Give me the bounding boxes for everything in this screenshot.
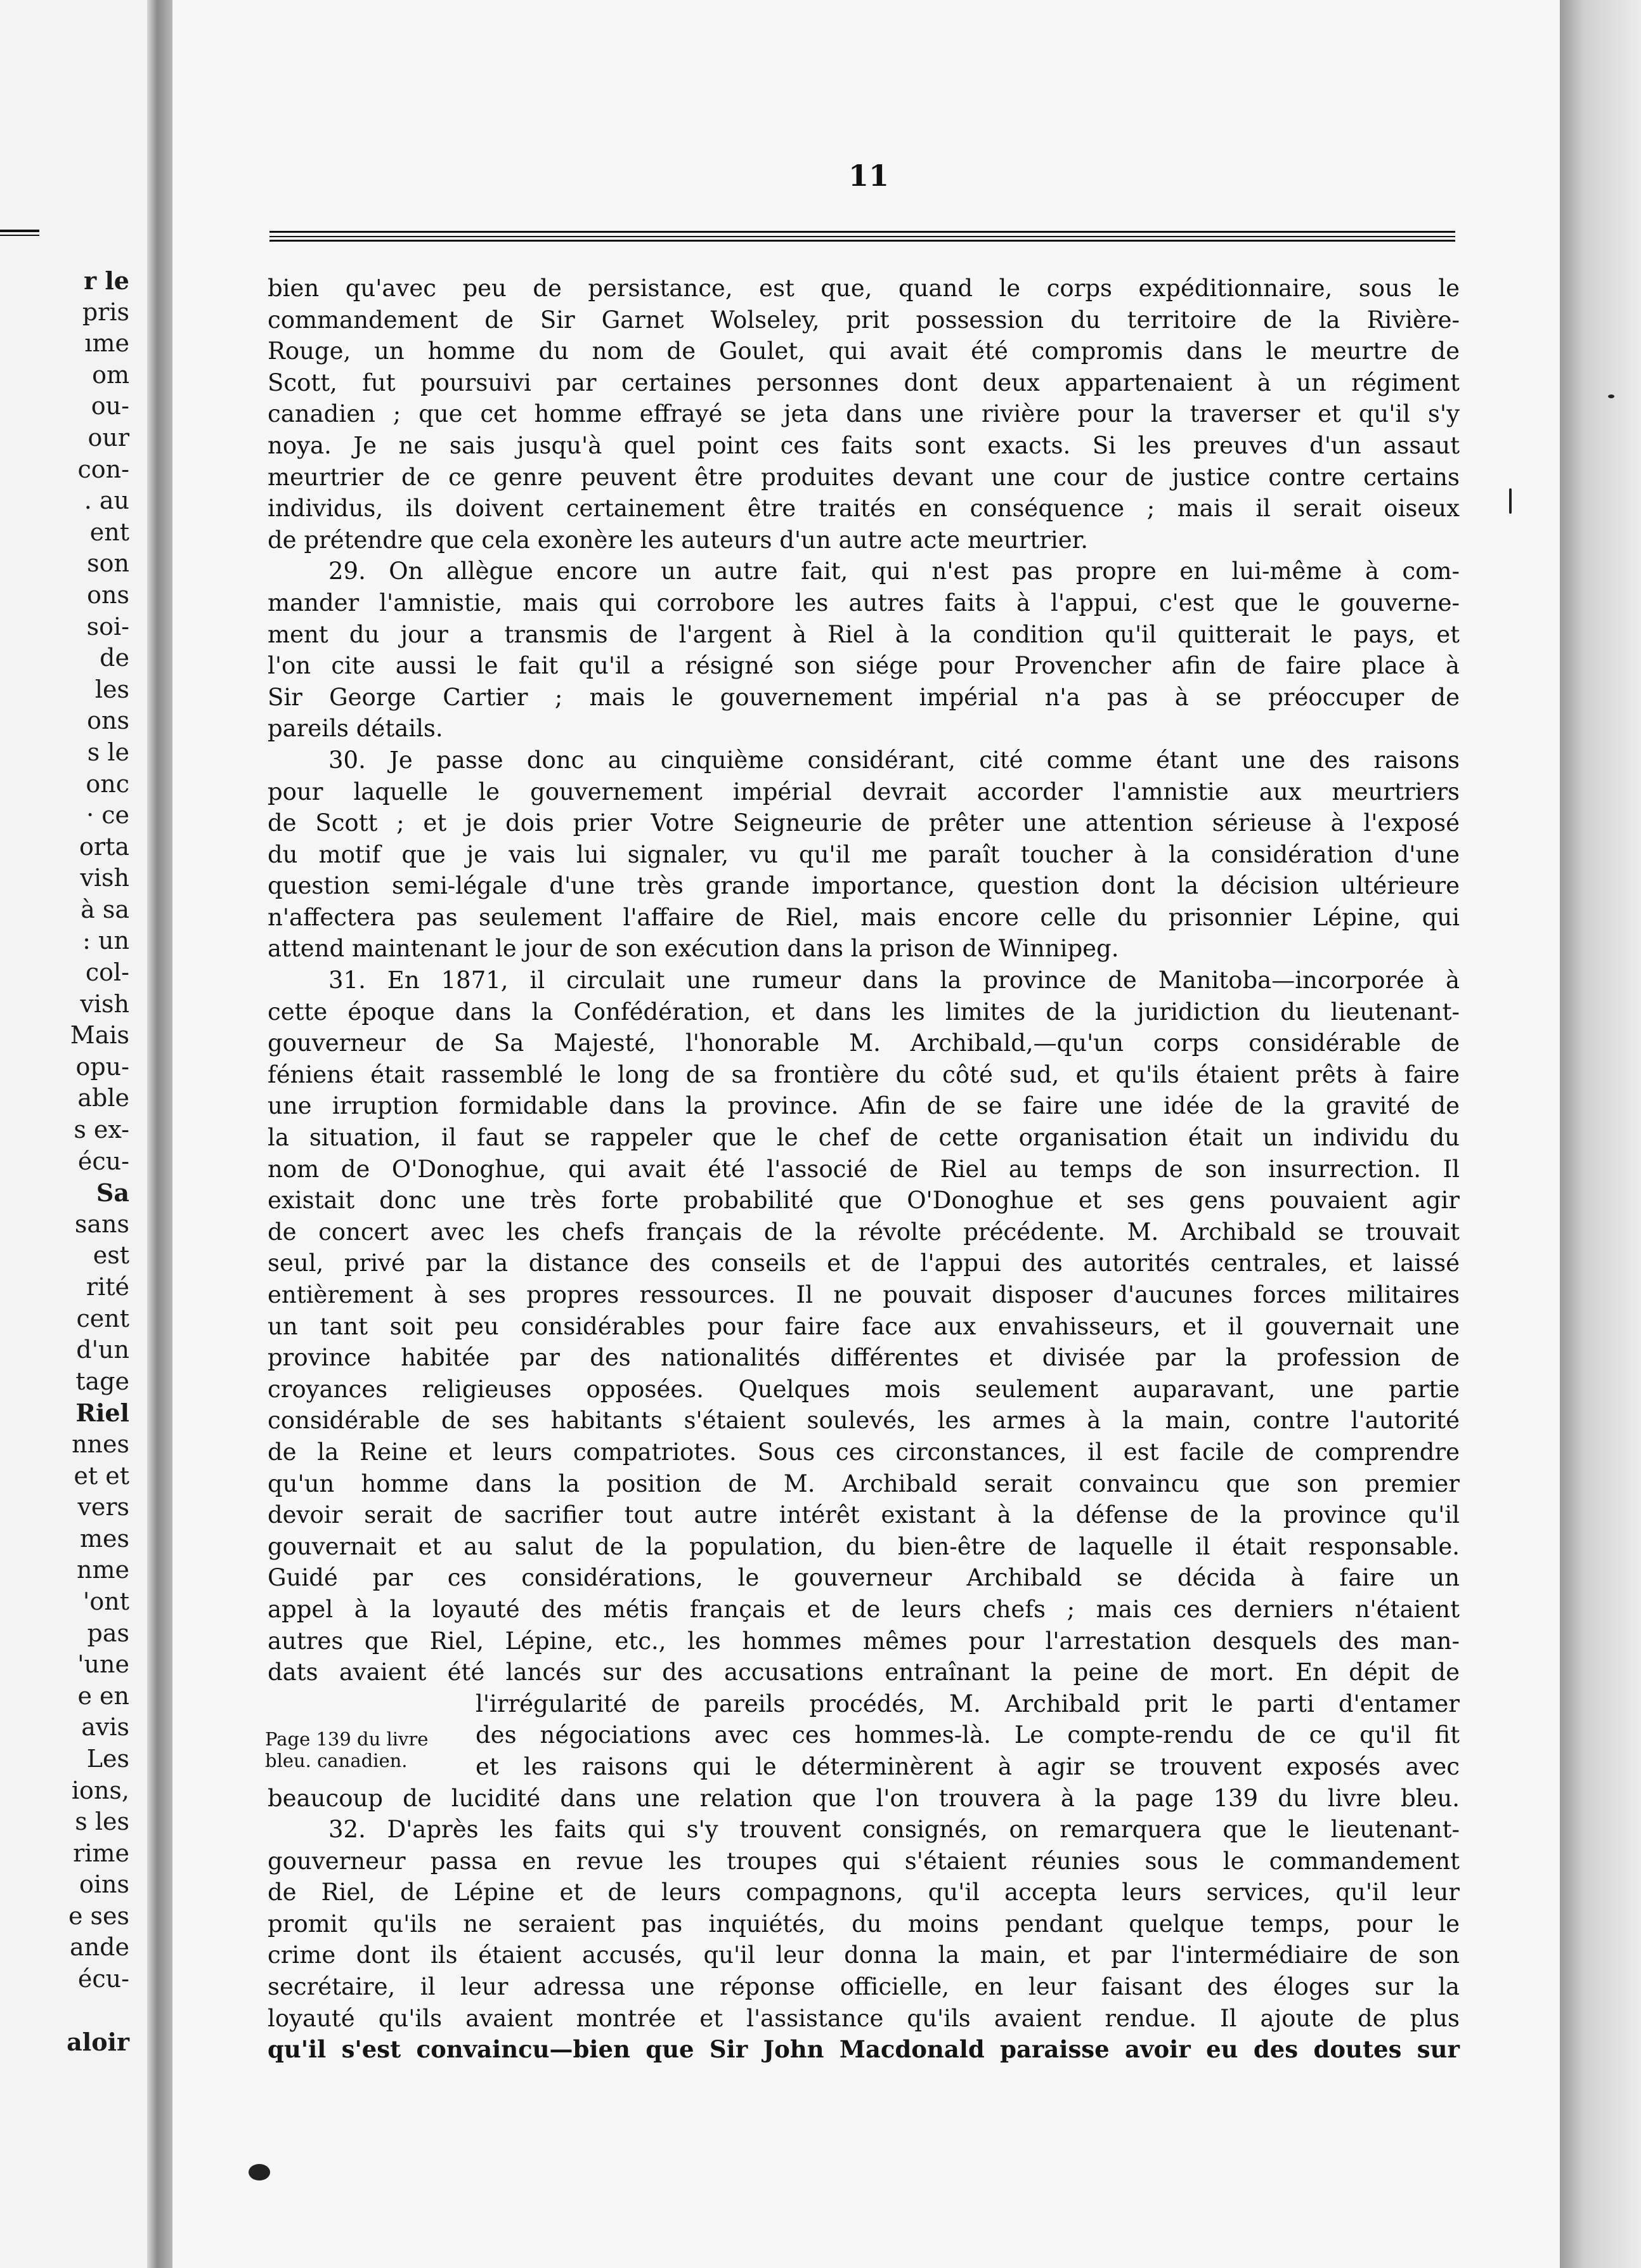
left-page-fragment-line: · ce [86, 801, 129, 830]
left-page-fragment-line: mes [79, 1524, 129, 1553]
margin-note [265, 1728, 468, 1771]
left-page-fragment-line: d'un [76, 1336, 129, 1364]
text-line: attend maintenant le jour de son exécution dans la prison de Winnipeg. [268, 935, 1119, 963]
margin-note-line-1: Page 139 du livre [265, 1728, 429, 1750]
header-rule-middle [269, 236, 1455, 237]
left-page-fragment-line: ons [87, 707, 129, 735]
text-line: pour laquelle le gouvernement impérial devrait accorder l'amnistie aux meurtriers [268, 778, 1460, 805]
text-line: nom de O'Donoghue, qui avait été l'associé de Riel au temps de son insurrection. Il [268, 1155, 1460, 1183]
scan-speck [249, 2164, 270, 2180]
text-line: dats avaient été lancés sur des accusations entraînant la peine de mort. En dépit de [268, 1659, 1460, 1686]
text-line: mander l'amnistie, mais qui corrobore les autres faits à l'appui, c'est que le gouverne- [268, 589, 1460, 616]
left-page-fragment-line: our [88, 423, 129, 452]
left-page-fragment-line: à sa [81, 895, 129, 923]
left-page-fragment-line: . au [84, 486, 129, 515]
left-page-fragment-line: Les [86, 1744, 129, 1773]
text-line: autres que Riel, Lépine, etc., les hommes mêmes pour l'arrestation desquels des man- [268, 1627, 1460, 1655]
text-line: de Scott ; et je dois prier Votre Seigneurie de prêter une attention sérieuse à l'exposé [268, 809, 1460, 837]
text-line: pareils détails. [268, 715, 443, 743]
left-page-fragment-line: pas [87, 1619, 129, 1647]
left-page-fragment-line: able [77, 1084, 129, 1112]
text-line: qu'un homme dans la position de M. Archibald serait convaincu que son premier [268, 1470, 1460, 1497]
text-line: Sir George Cartier ; mais le gouvernement impérial n'a pas à se préoccuper de [268, 683, 1460, 711]
text-line: la situation, il faut se rappeler que le chef de cette organisation était un individu du [268, 1124, 1460, 1152]
page-number: 11 [848, 159, 889, 193]
left-page-fragment-line: de [100, 644, 129, 672]
text-line: 30. Je passe donc au cinquième considérant, cité comme étant une des raisons [328, 746, 1460, 774]
left-page-fragment-line: vish [80, 989, 129, 1018]
body-text [268, 273, 1460, 2066]
text-line: individus, ils doivent certainement être traités en conséquence ; mais il serait oiseux [268, 495, 1460, 523]
text-line: qu'il s'est convaincu—bien que Sir John Macdonald paraisse avoir eu des doutes sur [268, 2035, 1460, 2064]
text-line: loyauté qu'ils avaient montrée et l'assistance qu'ils avaient rendue. Il ajoute de plus [268, 2004, 1460, 2032]
text-line: des négociations avec ces hommes-là. Le compte-rendu de ce qu'il fit [476, 1721, 1460, 1749]
left-page-fragment-line: e ses [68, 1901, 129, 1930]
left-page-fragment-line: écu- [77, 1965, 129, 1993]
left-page-fragment-line: r le [84, 266, 129, 295]
left-page-fragment-line: oins [79, 1870, 129, 1899]
text-line: devoir serait de sacrifier tout autre intérêt existant à la défense de la province qu'il [268, 1501, 1460, 1529]
text-line: féniens était rassemblé le long de sa frontière du côté sud, et qu'ils étaient prêts à faire [268, 1060, 1460, 1088]
book-gutter [147, 0, 172, 2268]
left-page-fragment-line: s le [87, 738, 129, 766]
left-page-rule [0, 230, 39, 232]
text-line: considérable de ses habitants s'étaient soulevés, les armes à la main, contre l'autorité [268, 1407, 1460, 1435]
text-line: Guidé par ces considérations, le gouverneur Archibald se décida à faire un [268, 1564, 1460, 1592]
margin-note-line-2: bleu. canadien. [265, 1750, 408, 1771]
left-page-fragment-line: ande [70, 1933, 129, 1962]
header-rule-bottom [269, 240, 1455, 242]
text-line: ment du jour a transmis de l'argent à Riel à la condition qu'il quitterait le pays, et [268, 620, 1460, 648]
text-line: du motif que je vais lui signaler, vu qu'il me paraît toucher à la considération d'une [268, 840, 1460, 868]
left-page-fragment-line: s les [75, 1808, 129, 1836]
text-line: l'irrégularité de pareils procédés, M. Archibald prit le parti d'entamer [476, 1690, 1460, 1717]
left-page-fragment-line: aloir [67, 2028, 129, 2057]
left-page-fragment-line: ent [89, 518, 129, 546]
text-line: province habitée par des nationalités différentes et divisée par la profession de [268, 1344, 1460, 1372]
left-page-fragment-line: con- [77, 455, 129, 483]
text-line: entièrement à ses propres ressources. Il ne pouvait disposer d'aucunes forces militaires [268, 1281, 1460, 1308]
left-page-fragment-line: ons [87, 580, 129, 609]
left-page-fragment-line: 'une [77, 1650, 129, 1679]
text-line: 29. On allègue encore un autre fait, qui n'est pas propre en lui-même à com- [328, 557, 1460, 585]
text-line: commandement de Sir Garnet Wolseley, prit possession du territoire de la Rivière- [268, 306, 1460, 334]
text-line: Scott, fut poursuivi par certaines personnes dont deux appartenaient à un régiment [268, 368, 1460, 396]
text-line: appel à la loyauté des métis français et de leurs chefs ; mais ces derniers n'étaient [268, 1595, 1460, 1623]
text-line: de concert avec les chefs français de la révolte précédente. M. Archibald se trouvait [268, 1218, 1460, 1246]
text-line: cette époque dans la Confédération, et dans les limites de la juridiction du lieutenant- [268, 998, 1460, 1026]
left-page-fragment-line: est [93, 1241, 129, 1270]
text-line: un tant soit peu considérables pour faire face aux envahisseurs, et il gouvernait une [268, 1312, 1460, 1340]
left-page-fragment-line: s ex- [74, 1116, 129, 1144]
text-line: croyances religieuses opposées. Quelques mois seulement auparavant, une partie [268, 1375, 1460, 1403]
left-page-rule-thin [0, 235, 39, 236]
text-line: 31. En 1871, il circulait une rumeur dans la province de Manitoba—incorporée à [328, 967, 1460, 994]
left-page-fragment-line [3, 1995, 129, 2027]
left-page-fragment-line: Sa [96, 1178, 129, 1208]
text-line: n'affectera pas seulement l'affaire de Riel, mais encore celle du prisonnier Lépine, qui [268, 903, 1460, 931]
text-line: seul, privé par la distance des conseils et de l'appui des autorités centrales, et laissé [268, 1249, 1460, 1277]
scan-speck [1608, 394, 1614, 398]
left-page-fragment-line: tage [75, 1367, 129, 1395]
text-line: bien qu'avec peu de persistance, est que, quand le corps expéditionnaire, sous le [268, 275, 1460, 302]
left-page-fragment-line: écu- [77, 1147, 129, 1175]
left-page-fragment-line: sans [74, 1209, 129, 1238]
left-page-fragment-line: son [87, 549, 129, 578]
text-line: gouverneur passa en revue les troupes qui s'étaient réunies sous le commandement [268, 1847, 1460, 1875]
header-rule-top [269, 231, 1455, 233]
left-page-fragment-line: ions, [71, 1776, 129, 1804]
text-line: meurtrier de ce genre peuvent être produites devant une cour de justice contre certains [268, 463, 1460, 491]
left-page-fragment [0, 0, 147, 2268]
left-page-fragment-line: vers [77, 1493, 129, 1522]
left-page-fragment-line: rime [73, 1839, 129, 1867]
left-page-fragment-line: 'ont [82, 1587, 129, 1615]
text-line: existait donc une très forte probabilité que O'Donoghue et ses gens pouvaient agir [268, 1187, 1460, 1215]
text-line: question semi-légale d'une très grande importance, question dont la décision ultérieure [268, 872, 1460, 900]
left-page-fragment-line: : un [82, 927, 129, 955]
left-page-fragment-line: Mais [70, 1021, 129, 1050]
text-line: de prétendre que cela exonère les auteurs d'un autre acte meurtrier. [268, 526, 1089, 554]
text-line: 32. D'après les faits qui s'y trouvent consignés, on remarquera que le lieutenant- [328, 1816, 1460, 1844]
text-line: gouvernait et au salut de la population, du bien-être de laquelle il était responsable. [268, 1532, 1460, 1560]
text-line: Rouge, un homme du nom de Goulet, qui avait été compromis dans le meurtre de [268, 337, 1460, 365]
text-line: noya. Je ne sais jusqu'à quel point ces faits sont exacts. Si les preuves d'un assaut [268, 431, 1460, 459]
left-page-fragment-line: ıme [84, 329, 129, 358]
left-page-fragment-line: nme [77, 1556, 129, 1584]
left-page-fragment-line: om [92, 360, 129, 389]
left-page-fragment-line: et et [74, 1461, 129, 1490]
scan-speck [1509, 488, 1512, 514]
text-line: l'on cite aussi le fait qu'il a résigné son siége pour Provencher afin de faire place à [268, 652, 1460, 680]
text-line: gouverneur de Sa Majesté, l'honorable M. Archibald,—qu'un corps considérable de [268, 1029, 1460, 1057]
left-page-fragment-line: e en [77, 1681, 129, 1710]
text-line: et les raisons qui le déterminèrent à agir se trouvent exposés avec [476, 1752, 1460, 1780]
left-page-fragment-line: col- [85, 958, 129, 987]
left-page-fragment-line: ou- [91, 392, 129, 420]
left-page-fragment-line: onc [86, 769, 129, 798]
left-page-fragment-line: les [94, 675, 129, 703]
page-right-edge [1560, 0, 1641, 2268]
text-line: de Riel, de Lépine et de leurs compagnons, qu'il accepta leurs services, qu'il leur [268, 1879, 1460, 1906]
left-page-fragment-line: nnes [72, 1430, 129, 1458]
left-page-text-fragments [3, 265, 129, 2058]
left-page-fragment-line: pris [82, 297, 129, 326]
left-page-fragment-line: orta [79, 832, 129, 861]
left-page-fragment-line: soi- [86, 612, 129, 641]
text-line: beaucoup de lucidité dans une relation que l'on trouvera à la page 139 du livre bleu. [268, 1784, 1460, 1812]
text-line: crime dont ils étaient accusés, qu'il leur donna la main, et par l'intermédiaire de son [268, 1941, 1460, 1969]
text-line: promit qu'ils ne seraient pas inquiétés, du moins pendant quelque temps, pour le [268, 1910, 1460, 1938]
text-line: de la Reine et leurs compatriotes. Sous ces circonstances, il est facile de comprendre [268, 1438, 1460, 1466]
left-page-fragment-line: avis [81, 1713, 129, 1742]
left-page-fragment-line: Riel [75, 1398, 129, 1428]
text-line: canadien ; que cet homme effrayé se jeta dans une rivière pour la traverser et qu'il s'y [268, 400, 1460, 428]
text-line: secrétaire, il leur adressa une réponse officielle, en leur faisant des éloges sur la [268, 1973, 1460, 2001]
left-page-fragment-line: rité [86, 1273, 129, 1301]
left-page-fragment-line: opu- [75, 1052, 129, 1081]
left-page-fragment-line: vish [80, 864, 129, 892]
text-line: une irruption formidable dans la province. Afin de se faire une idée de la gravité de [268, 1092, 1460, 1120]
left-page-fragment-line: cent [76, 1304, 129, 1333]
